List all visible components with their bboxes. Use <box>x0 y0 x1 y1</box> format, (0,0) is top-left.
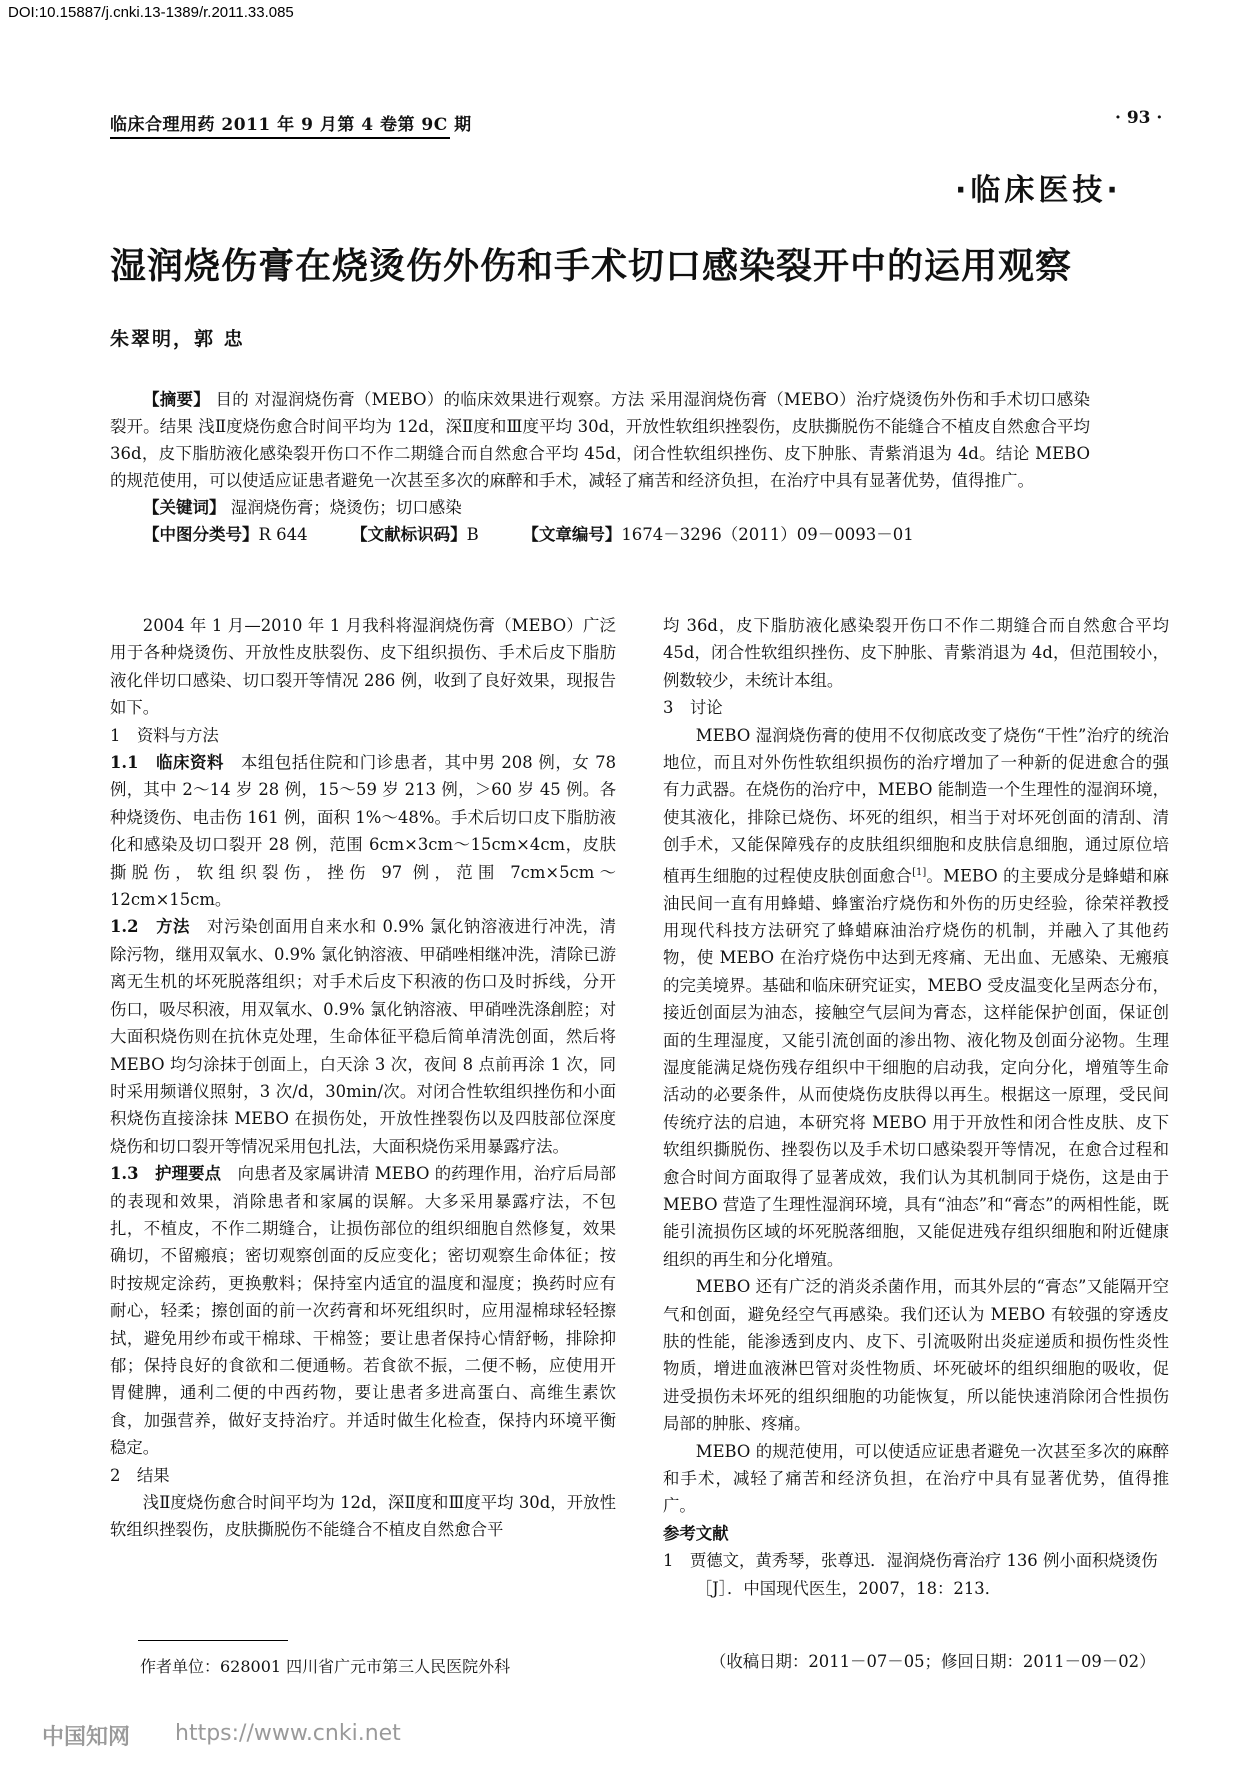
discussion-p1-text: MEBO 湿润烧伤膏的使用不仅彻底改变了烧伤“干性”治疗的统治地位，而且对外伤性软组织损伤的治疗增加了一种新的促进愈合的强有力武器。在烧伤的治疗中，MEBO 能制造一个生理性的湿润环境，使其液化，排除已烧伤、坏死的组织，相当于对坏死创面的清刮、清创手术，又能保障残存的皮肤组织细胞和皮肤信息细胞，通过原位培植再生细胞的过程使皮肤创面愈合 <box>663 725 1169 886</box>
section-1-2-heading: 1.2 方法 <box>110 917 191 937</box>
section-tag: ·临床医技· <box>955 173 1122 208</box>
received-dates: （收稿日期：2011－07－05；修回日期：2011－09－02） <box>710 1652 1156 1671</box>
section-1-2 <box>110 913 616 1160</box>
footnote-rule <box>138 1640 288 1641</box>
section-1-heading: 1 资料与方法 <box>110 725 219 745</box>
reference-1: 1 贾德文，黄秀琴，张尊迅．湿润烧伤膏治疗 136 例小面积烧烫伤 <box>663 1551 1158 1571</box>
discussion-paragraph-1 <box>663 722 1169 1274</box>
clc-value: R 644 <box>258 525 308 544</box>
section-2-heading: 2 结果 <box>110 1465 170 1485</box>
abstract-text: 目的 对湿润烧伤膏（MEBO）的临床效果进行观察。方法 采用湿润烧伤膏（MEBO）治疗烧烫伤外伤和手术切口感染裂开。结果 浅Ⅱ度烧伤愈合时间平均为 12d，深Ⅱ度和Ⅲ度平均 30d，开放性软组织挫裂伤，皮肤撕脱伤不能缝合不植皮自然愈合平均 36d，皮下脂肪液化感染裂开伤口不作二期缝合而自然愈合平均 45d，闭合性软组织挫伤、皮下肿胀、青紫消退为 4d。结论 MEBO 的规范使用，可以使适应证患者避免一次甚至多次的麻醉和手术，减轻了痛苦和经济负担，在治疗中具有显著优势，值得推广。 <box>110 390 1091 490</box>
header-rule <box>110 137 450 139</box>
left-column <box>110 612 616 1544</box>
keywords: 湿润烧伤膏；烧烫伤；切口感染 <box>230 498 462 517</box>
doc-code-label: 【文献标识码】 <box>351 525 467 544</box>
section-3-heading: 3 讨论 <box>663 698 723 718</box>
reference-1-continued: ［J］．中国现代医生，2007，18：213． <box>695 1578 1002 1598</box>
abstract-block <box>110 386 1090 548</box>
journal-header: 临床合理用药 2011 年 9 月第 4 卷第 9C 期 <box>110 115 472 135</box>
author-affiliation: 作者单位：628001 四川省广元市第三人民医院外科 <box>140 1657 511 1676</box>
references <box>663 1520 1169 1602</box>
section-1-3 <box>110 1160 616 1461</box>
cnki-url: https://www.cnki.net <box>175 1721 401 1746</box>
abstract-paragraph <box>110 386 1090 494</box>
section-1-1-heading: 1.1 临床资料 <box>110 753 224 773</box>
section-1-3-heading: 1.3 护理要点 <box>110 1164 222 1184</box>
section-1-1-text: 本组包括住院和门诊患者，其中男 208 例，女 78 例，其中 2～14 岁 28 例，15～59 岁 213 例，＞60 岁 45 例。各种烧烫伤、电击伤 161 例，面积 1%～48%。手术后切口皮下脂肪液化和感染及切口裂开 28 例，范围 6cm×3cm～15cm×4cm，皮肤撕脱伤，软组织裂伤，挫伤 97 例，范围 7cm×5cm～12cm×15cm。 <box>110 753 617 910</box>
references-title: 参考文献 <box>663 1523 729 1543</box>
right-column <box>663 612 1169 1602</box>
clc-label: 【中图分类号】 <box>143 525 259 544</box>
citation-1: [1] <box>912 866 927 878</box>
article-no-value: 1674－3296（2011）09－0093－01 <box>621 525 914 544</box>
intro-paragraph: 2004 年 1 月—2010 年 1 月我科将湿润烧伤膏（MEBO）广泛用于各种烧烫伤、开放性皮肤裂伤、皮下组织损伤、手术后皮下脂肪液化伴切口感染、切口裂开等情况 286 例，收到了良好效果，现报告如下。 <box>110 616 616 718</box>
section-1-3-text: 向患者及家属讲清 MEBO 的药理作用，治疗后局部的表现和效果，消除患者和家属的误解。大多采用暴露疗法，不包扎，不植皮，不作二期缝合，让损伤部位的组织细胞自然修复，效果确切，不留瘢痕；密切观察创面的反应变化；密切观察生命体征；按时按规定涂药，更换敷料；保持室内适宜的温度和湿度；换药时应有耐心，轻柔；擦创面的前一次药膏和坏死组织时，应用湿棉球轻轻擦拭，避免用纱布或干棉球、干棉签；要让患者保持心情舒畅，排除抑郁；保持良好的食欲和二便通畅。若食欲不振，二便不畅，应使用开胃健脾，通利二便的中西药物，要让患者多进高蛋白、高维生素饮食，加强营养，做好支持治疗。并适时做生化检查，保持内环境平衡稳定。 <box>110 1164 617 1458</box>
keywords-label: 【关键词】 <box>143 498 226 517</box>
abstract-label: 【摘要】 <box>143 390 210 409</box>
section-1-2-text: 对污染创面用自来水和 0.9% 氯化钠溶液进行冲洗，清除污物，继用双氧水、0.9% 氯化钠溶液、甲硝唑相继冲洗，清除已游离无生机的坏死脱落组织；对手术后皮下积液的伤口及时拆线，分开伤口，吸尽积液，用双氧水、0.9% 氯化钠溶液、甲硝唑洗涤創腔；对大面积烧伤则在抗休克处理，生命体征平稳后简单清洗创面，然后将 MEBO 均匀涂抹于创面上，白天涂 3 次，夜间 8 点前再涂 1 次，同时采用频谱仪照射，3 次/d，30min/次。对闭合性软组织挫伤和小面积烧伤直接涂抹 MEBO 在损伤处，开放性挫裂伤以及四肢部位深度烧伤和切口裂开等情况采用包扎法，大面积烧伤采用暴露疗法。 <box>110 917 617 1156</box>
section-1-1 <box>110 749 616 913</box>
discussion-paragraph-2: MEBO 还有广泛的消炎杀菌作用，而其外层的“膏态”又能隔开空气和创面，避免经空气再感染。我们还认为 MEBO 有较强的穿透皮肤的性能，能渗透到皮内、皮下、引流吸附出炎症递质和损伤性炎性物质，增进血液淋巴管对炎性物质、坏死破坏的组织细胞的吸收，促进受损伤未坏死的组织细胞的功能恢复，所以能快速消除闭合性损伤局部的肿胀、疼痛。 <box>663 1277 1169 1434</box>
doi-line: DOI:10.15887/j.cnki.13-1389/r.2011.33.085 <box>8 4 294 21</box>
discussion-paragraph-3: MEBO 的规范使用，可以使适应证患者避免一次甚至多次的麻醉和手术，减轻了痛苦和经济负担，在治疗中具有显著优势，值得推广。 <box>663 1441 1169 1516</box>
keywords-line <box>110 494 1090 521</box>
section-2-text: 浅Ⅱ度烧伤愈合时间平均为 12d，深Ⅱ度和Ⅲ度平均 30d，开放性软组织挫裂伤，皮肤撕脱伤不能缝合不植皮自然愈合平 <box>110 1493 616 1540</box>
article-no-label: 【文章编号】 <box>522 525 622 544</box>
discussion-p1-text-b: 。MEBO 的主要成分是蜂蜡和麻油民间一直有用蜂蜡、蜂蜜治疗烧伤和外伤的历史经验，徐荣祥教授用现代科技方法研究了蜂蜡麻油治疗烧伤的机制，并融入了其他药物，使 MEBO 在治疗烧伤中达到无疼痛、无出血、无感染、无瘢痕的完美境界。基础和临床研究证实，MEBO 受皮温变化呈两态分布，接近创面层为油态，接触空气层间为膏态，这样能保护创面，保证创面的生理湿度，又能引流创面的渗出物、液化物及创面分泌物。生理湿度能满足烧伤残存组织中干细胞的启动我，定向分化，增殖等生命活动的必要条件，从而使烧伤皮肤得以再生。根据这一原理，受民间传统疗法的启迪，本研究将 MEBO 用于开放性和闭合性皮肤、皮下软组织撕脱伤、挫裂伤以及手术切口感染裂开等情况，在愈合过程和愈合时间方面取得了显著成效，我们认为其机制同于烧伤，这是由于 MEBO 营造了生理性湿润环境，具有“油态”和“膏态”的两相性能，既能引流损伤区域的坏死脱落细胞，又能促进残存组织细胞和附近健康组织的再生和分化增殖。 <box>663 866 1170 1269</box>
page-number: · 93 · <box>1115 108 1163 128</box>
cnki-logo: 中国知网 <box>42 1725 131 1750</box>
classification-line <box>110 521 1090 548</box>
doc-code-value: B <box>466 525 479 544</box>
section-2-continued: 均 36d，皮下脂肪液化感染裂开伤口不作二期缝合而自然愈合平均 45d，闭合性软组织挫伤、皮下肿胀、青紫消退为 4d，但范围较小，例数较少，未统计本组。 <box>663 616 1169 690</box>
article-title: 湿润烧伤膏在烧烫伤外伤和手术切口感染裂开中的运用观察 <box>110 246 1073 287</box>
authors: 朱翠明，郭 忠 <box>110 328 245 350</box>
